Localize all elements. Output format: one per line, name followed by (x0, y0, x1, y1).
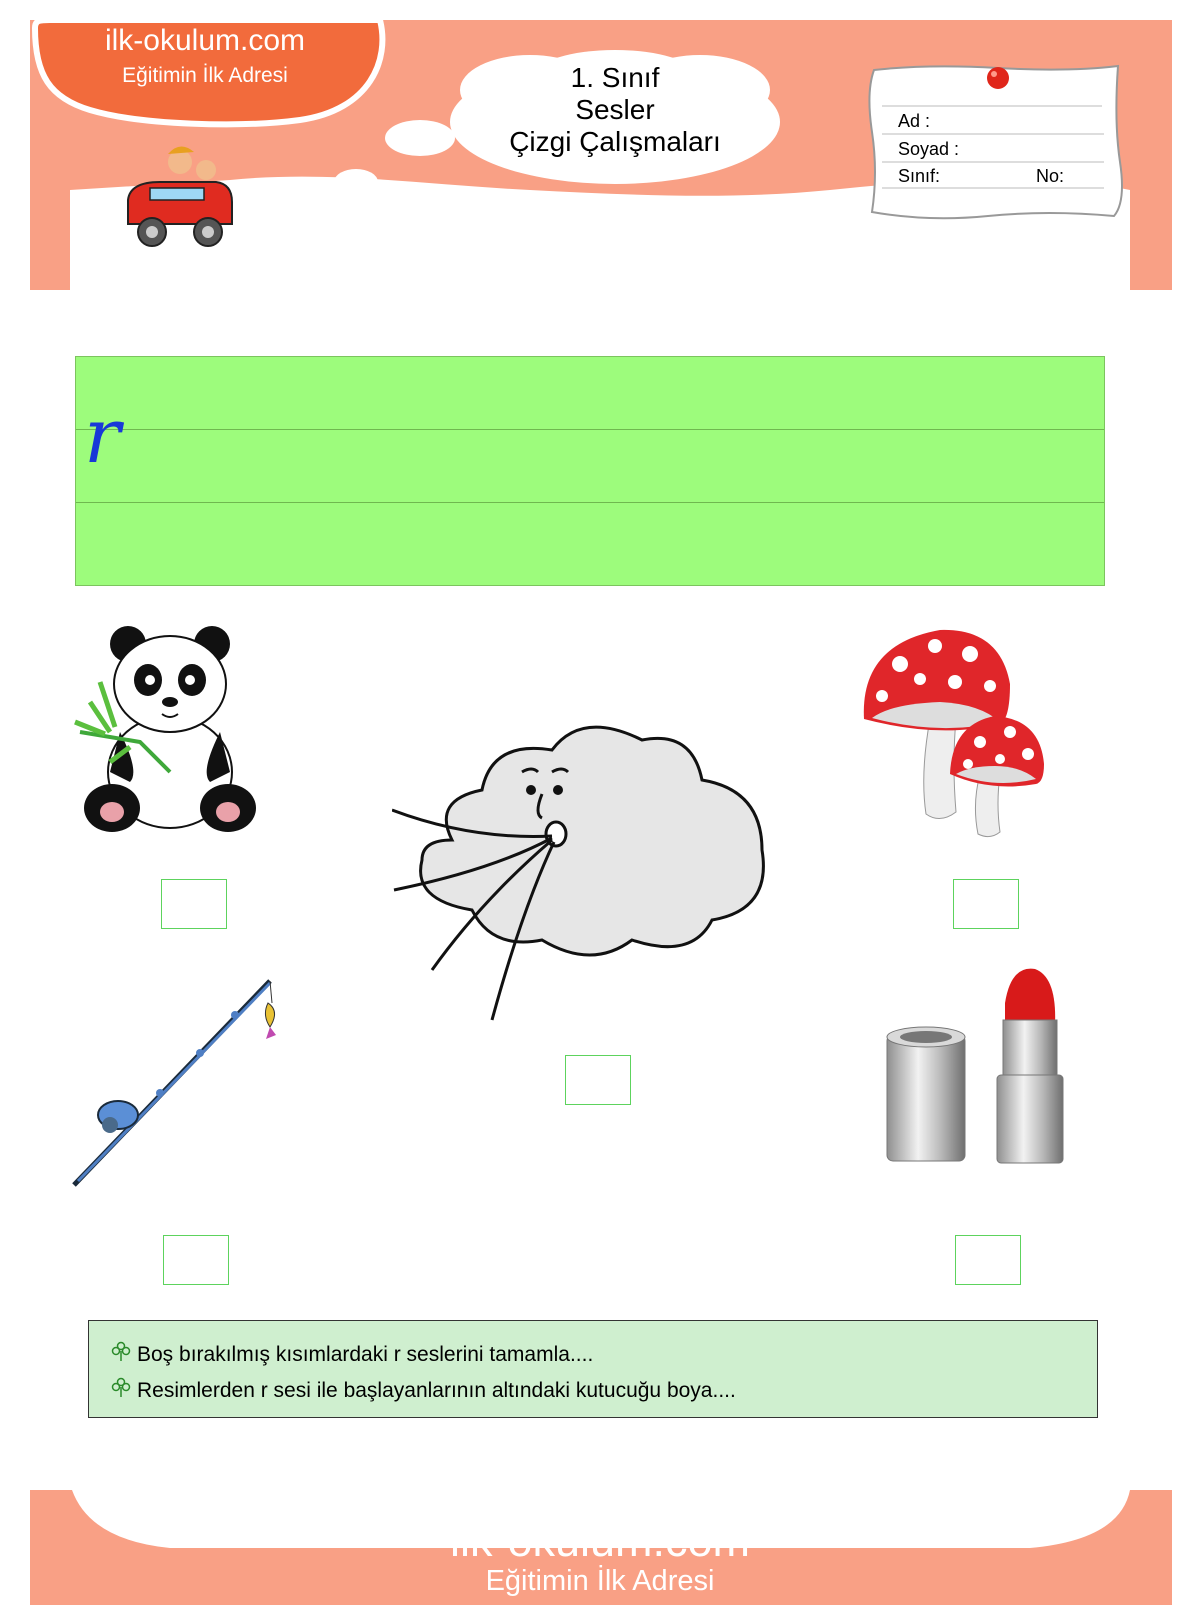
thought-bubbles (230, 120, 460, 230)
handwriting-practice-lines[interactable] (75, 356, 1105, 586)
lipstick-checkbox[interactable] (955, 1235, 1021, 1285)
car-mascot-icon (120, 140, 240, 260)
class-label: Sınıf: (898, 166, 941, 186)
logo-brand[interactable]: ilk-okulum.com (104, 24, 306, 57)
panda-checkbox[interactable] (161, 879, 227, 929)
instruction-2-text: Resimlerden r sesi ile başlayanlarının altındaki kutucuğu boya.... (137, 1379, 736, 1402)
worksheet-title: Çizgi Çalışmaları (509, 126, 721, 157)
lipstick-icon (875, 965, 1085, 1180)
instruction-2 (111, 1377, 736, 1403)
name-label: Ad : (898, 111, 931, 131)
fishing-rod-icon (70, 975, 290, 1195)
fishing-rod-checkbox[interactable] (163, 1235, 229, 1285)
footer-brand[interactable]: ilk-okulum.com (449, 1515, 751, 1566)
cursive-letter: r (84, 391, 121, 480)
clover-bullet-icon (111, 1377, 137, 1403)
blowing-wind-cloud-icon (392, 710, 792, 1030)
mushroom-checkbox[interactable] (953, 879, 1019, 929)
instruction-1 (111, 1341, 593, 1367)
cloud-checkbox[interactable] (565, 1055, 631, 1105)
logo-tagline: Eğitimin İlk Adresi (122, 64, 288, 87)
instruction-1-text: Boş bırakılmış kısımlardaki r seslerini tamamla.... (137, 1343, 594, 1366)
mushroom-icon (860, 624, 1050, 839)
panda-icon (70, 622, 270, 842)
worksheet-grade: 1. Sınıf (570, 62, 660, 93)
surname-label: Soyad : (898, 139, 960, 159)
footer-tagline: Eğitimin İlk Adresi (485, 1565, 715, 1597)
number-label: No: (1036, 166, 1065, 186)
worksheet-subject: Sesler (575, 94, 655, 125)
instructions-box (88, 1320, 1098, 1418)
clover-bullet-icon (111, 1341, 137, 1367)
